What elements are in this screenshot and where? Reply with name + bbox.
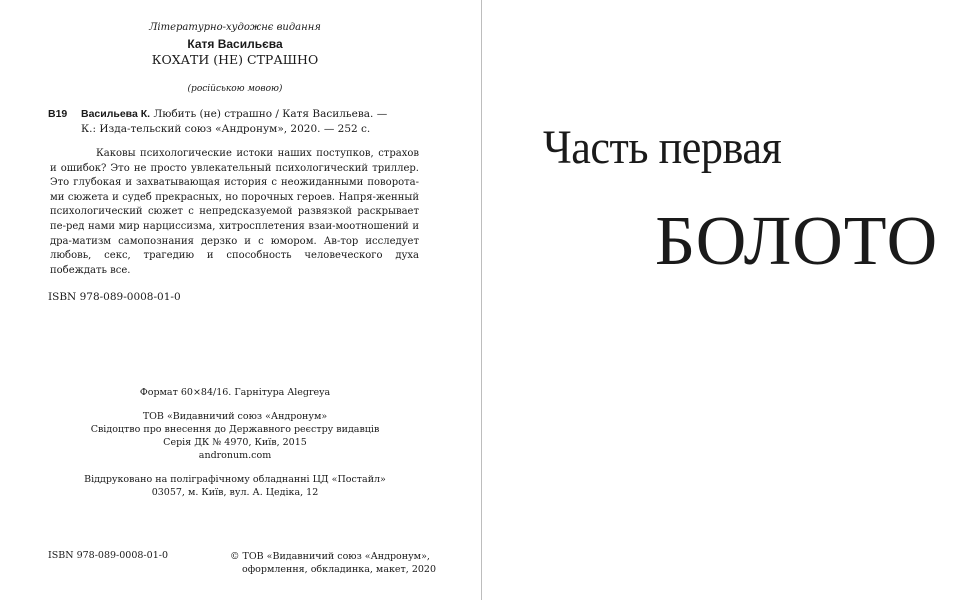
author-name: Катя Васильєва [187, 37, 283, 51]
right-page [483, 0, 961, 600]
bibliographic-record [81, 107, 401, 137]
catalog-code: В19 [48, 108, 68, 120]
part-label: Часть первая [543, 121, 782, 174]
part-title: БОЛОТО [655, 203, 939, 280]
bibliographic-author: Васильева К. [81, 108, 151, 120]
publisher-line: ТОВ «Видавничий союз «Андронум» [142, 411, 328, 422]
copyright-notice [230, 550, 436, 576]
certificate-line: Свідоцтво про внесення до Державного реєстру видавців [90, 424, 380, 435]
website-line: andronum.com [198, 450, 272, 461]
annotation-text: Каковы психологические истоки наших поступков, страхов и ошибок? Это не просто увлекательный психологический триллер. Это глубокая и захватывающая история с неожиданными поворота-ми сюжета и судеб прекрасных, но порочных героев. Напря-женный психологический сюжет с непредсказуемой развязкой раскрывает пе-ред нами мир нарциссизма, хитросплетения взаи-моотношений и дра-матизм самопознания дерзко и с юмором. Ав-тор исследует любовь, секс, трагедию и способность человеческого духа побеждать все. [50, 148, 419, 276]
edition-type-label: Літературно-художнє видання [149, 22, 321, 33]
copyright-line-2: оформлення, обкладинка, макет, 2020 [242, 564, 437, 575]
page-spine-divider [481, 0, 482, 600]
bibliographic-text: Любить (не) страшно / Катя Васильева. — К.: Изда-тельский союз «Андронум», 2020. — 252 с. [81, 108, 388, 135]
book-title: КОХАТИ (НЕ) СТРАШНО [151, 52, 319, 67]
footer-isbn: ISBN 978-089-0008-01-0 [48, 550, 168, 561]
series-line: Серія ДК № 4970, Київ, 2015 [163, 437, 307, 448]
format-line: Формат 60×84/16. Гарнітура Alegreya [139, 387, 331, 398]
address-line: 03057, м. Київ, вул. А. Цедіка, 12 [151, 487, 319, 498]
printed-line: Віддруковано на поліграфічному обладнанні ЦД «Постайл» [84, 474, 386, 485]
isbn: ISBN 978-089-0008-01-0 [48, 291, 181, 303]
language-note: (російською мовою) [187, 84, 283, 94]
copyright-line-1: © ТОВ «Видавничий союз «Андронум», [230, 551, 430, 562]
